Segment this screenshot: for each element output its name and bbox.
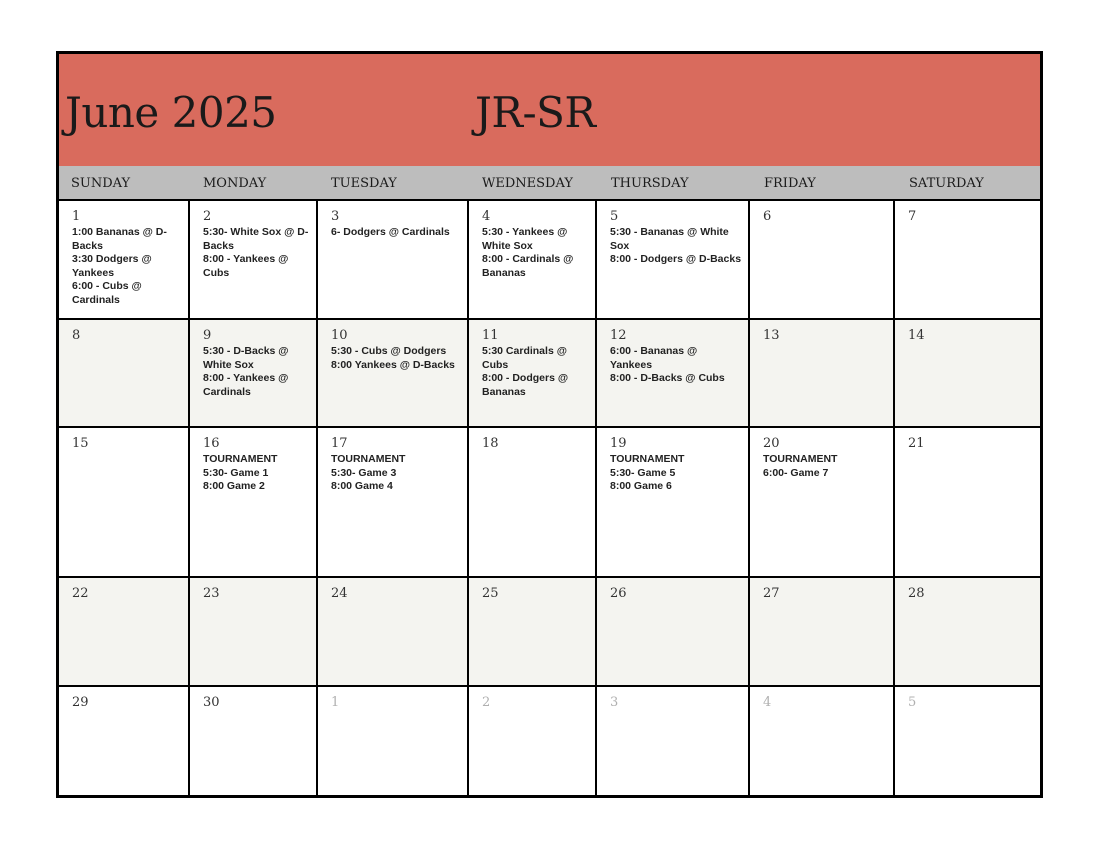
day-cell <box>895 428 1040 576</box>
dow-friday: FRIDAY <box>764 176 816 191</box>
day-cell <box>750 320 895 426</box>
day-number: 27 <box>763 586 780 601</box>
day-number: 8 <box>72 328 81 343</box>
calendar-event: 5:30 - Yankees @ White Sox <box>482 226 568 252</box>
dow-thursday: THURSDAY <box>611 176 689 191</box>
calendar-event: 5:30- White Sox @ D-Backs <box>203 226 309 252</box>
day-cell <box>597 687 750 795</box>
day-cell <box>190 687 318 795</box>
day-number: 26 <box>610 586 627 601</box>
day-number: 9 <box>203 328 212 343</box>
day-number: 19 <box>610 436 627 451</box>
calendar-event: 8:00 - Cardinals @ Bananas <box>482 253 574 279</box>
day-cell <box>750 201 895 318</box>
day-number: 13 <box>763 328 780 343</box>
day-number: 3 <box>610 695 619 710</box>
league-title: JR-SR <box>475 88 596 137</box>
calendar-event: 8:00 Game 6 <box>610 480 672 493</box>
dow-monday: MONDAY <box>203 176 267 191</box>
day-cell <box>318 428 469 576</box>
calendar-event: 5:30 - Bananas @ White Sox <box>610 226 729 252</box>
day-number: 15 <box>72 436 89 451</box>
calendar-event: 3:30 Dodgers @ Yankees <box>72 253 152 279</box>
day-cell <box>190 201 318 318</box>
day-number: 5 <box>908 695 917 710</box>
calendar-event: 6:00 - Bananas @ Yankees <box>610 345 698 371</box>
dow-sunday: SUNDAY <box>71 176 131 191</box>
day-cell <box>895 201 1040 318</box>
day-number: 2 <box>203 209 212 224</box>
day-number: 6 <box>763 209 772 224</box>
day-number: 21 <box>908 436 925 451</box>
day-number: 12 <box>610 328 627 343</box>
day-cell <box>469 201 597 318</box>
day-number: 4 <box>482 209 491 224</box>
calendar-event: 5:30 - Cubs @ Dodgers <box>331 345 447 357</box>
calendar-header <box>59 54 1040 166</box>
day-number: 23 <box>203 586 220 601</box>
day-number: 5 <box>610 209 619 224</box>
day-number: 3 <box>331 209 340 224</box>
day-cell <box>750 428 895 576</box>
day-cell <box>59 201 190 318</box>
day-cell <box>597 201 750 318</box>
calendar-week <box>59 428 1040 578</box>
day-number: 11 <box>482 328 499 343</box>
calendar-event: 1:00 Bananas @ D-Backs <box>72 226 167 252</box>
day-cell <box>318 201 469 318</box>
day-cell <box>59 578 190 685</box>
day-cell <box>469 428 597 576</box>
day-cell <box>469 687 597 795</box>
day-cell <box>469 320 597 426</box>
day-number: 10 <box>331 328 348 343</box>
calendar-week <box>59 320 1040 428</box>
calendar-event: 5:30- Game 5 <box>610 466 676 479</box>
calendar <box>56 51 1043 798</box>
day-cell <box>597 428 750 576</box>
day-cell <box>750 687 895 795</box>
day-number: 22 <box>72 586 89 601</box>
day-number: 24 <box>331 586 348 601</box>
calendar-week <box>59 578 1040 687</box>
calendar-week <box>59 201 1040 320</box>
calendar-event: 6:00- Game 7 <box>763 466 829 479</box>
calendar-event: TOURNAMENT <box>203 453 278 465</box>
day-cell <box>190 320 318 426</box>
calendar-event: 8:00 - Yankees @ Cubs <box>203 253 289 279</box>
day-cell <box>59 320 190 426</box>
day-number: 17 <box>331 436 348 451</box>
day-number: 7 <box>908 209 917 224</box>
calendar-event: 8:00 - Dodgers @ D-Backs <box>610 253 742 266</box>
day-number: 1 <box>72 209 81 224</box>
dow-wednesday: WEDNESDAY <box>482 176 573 191</box>
calendar-event: TOURNAMENT <box>763 453 838 465</box>
day-number: 2 <box>482 695 491 710</box>
day-number: 1 <box>331 695 340 710</box>
day-number: 14 <box>908 328 925 343</box>
day-cell <box>190 578 318 685</box>
day-cell <box>895 687 1040 795</box>
calendar-event: 8:00 Game 2 <box>203 480 265 493</box>
day-number: 25 <box>482 586 499 601</box>
calendar-event: 5:30 Cardinals @ Cubs <box>482 345 567 371</box>
calendar-grid <box>59 201 1040 795</box>
calendar-event: 5:30- Game 1 <box>203 466 269 479</box>
day-cell <box>895 320 1040 426</box>
day-cell <box>469 578 597 685</box>
day-of-week-row <box>59 166 1040 201</box>
calendar-event: 5:30 - D-Backs @ White Sox <box>203 345 289 371</box>
month-title: June 2025 <box>65 88 277 137</box>
calendar-event: 8:00 Game 4 <box>331 480 393 493</box>
day-number: 29 <box>72 695 89 710</box>
calendar-event: 8:00 Yankees @ D-Backs <box>331 358 455 371</box>
day-cell <box>190 428 318 576</box>
day-cell <box>597 578 750 685</box>
calendar-event: TOURNAMENT <box>610 453 685 465</box>
calendar-week <box>59 687 1040 795</box>
day-number: 4 <box>763 695 772 710</box>
day-number: 20 <box>763 436 780 451</box>
day-cell <box>318 578 469 685</box>
day-number: 30 <box>203 695 220 710</box>
dow-tuesday: TUESDAY <box>331 176 397 191</box>
day-cell <box>750 578 895 685</box>
day-cell <box>318 320 469 426</box>
day-cell <box>597 320 750 426</box>
day-cell <box>895 578 1040 685</box>
calendar-event: 8:00 - D-Backs @ Cubs <box>610 372 725 385</box>
day-number: 18 <box>482 436 499 451</box>
day-cell <box>318 687 469 795</box>
day-cell <box>59 687 190 795</box>
calendar-event: 8:00 - Yankees @ Cardinals <box>203 372 289 398</box>
calendar-event: 8:00 - Dodgers @ Bananas <box>482 372 569 398</box>
calendar-event: 5:30- Game 3 <box>331 466 397 479</box>
dow-saturday: SATURDAY <box>909 176 984 191</box>
day-cell <box>59 428 190 576</box>
calendar-event: 6:00 - Cubs @ Cardinals <box>72 280 142 306</box>
calendar-event: 6- Dodgers @ Cardinals <box>331 226 450 238</box>
day-number: 28 <box>908 586 925 601</box>
day-number: 16 <box>203 436 220 451</box>
calendar-event: TOURNAMENT <box>331 453 406 465</box>
